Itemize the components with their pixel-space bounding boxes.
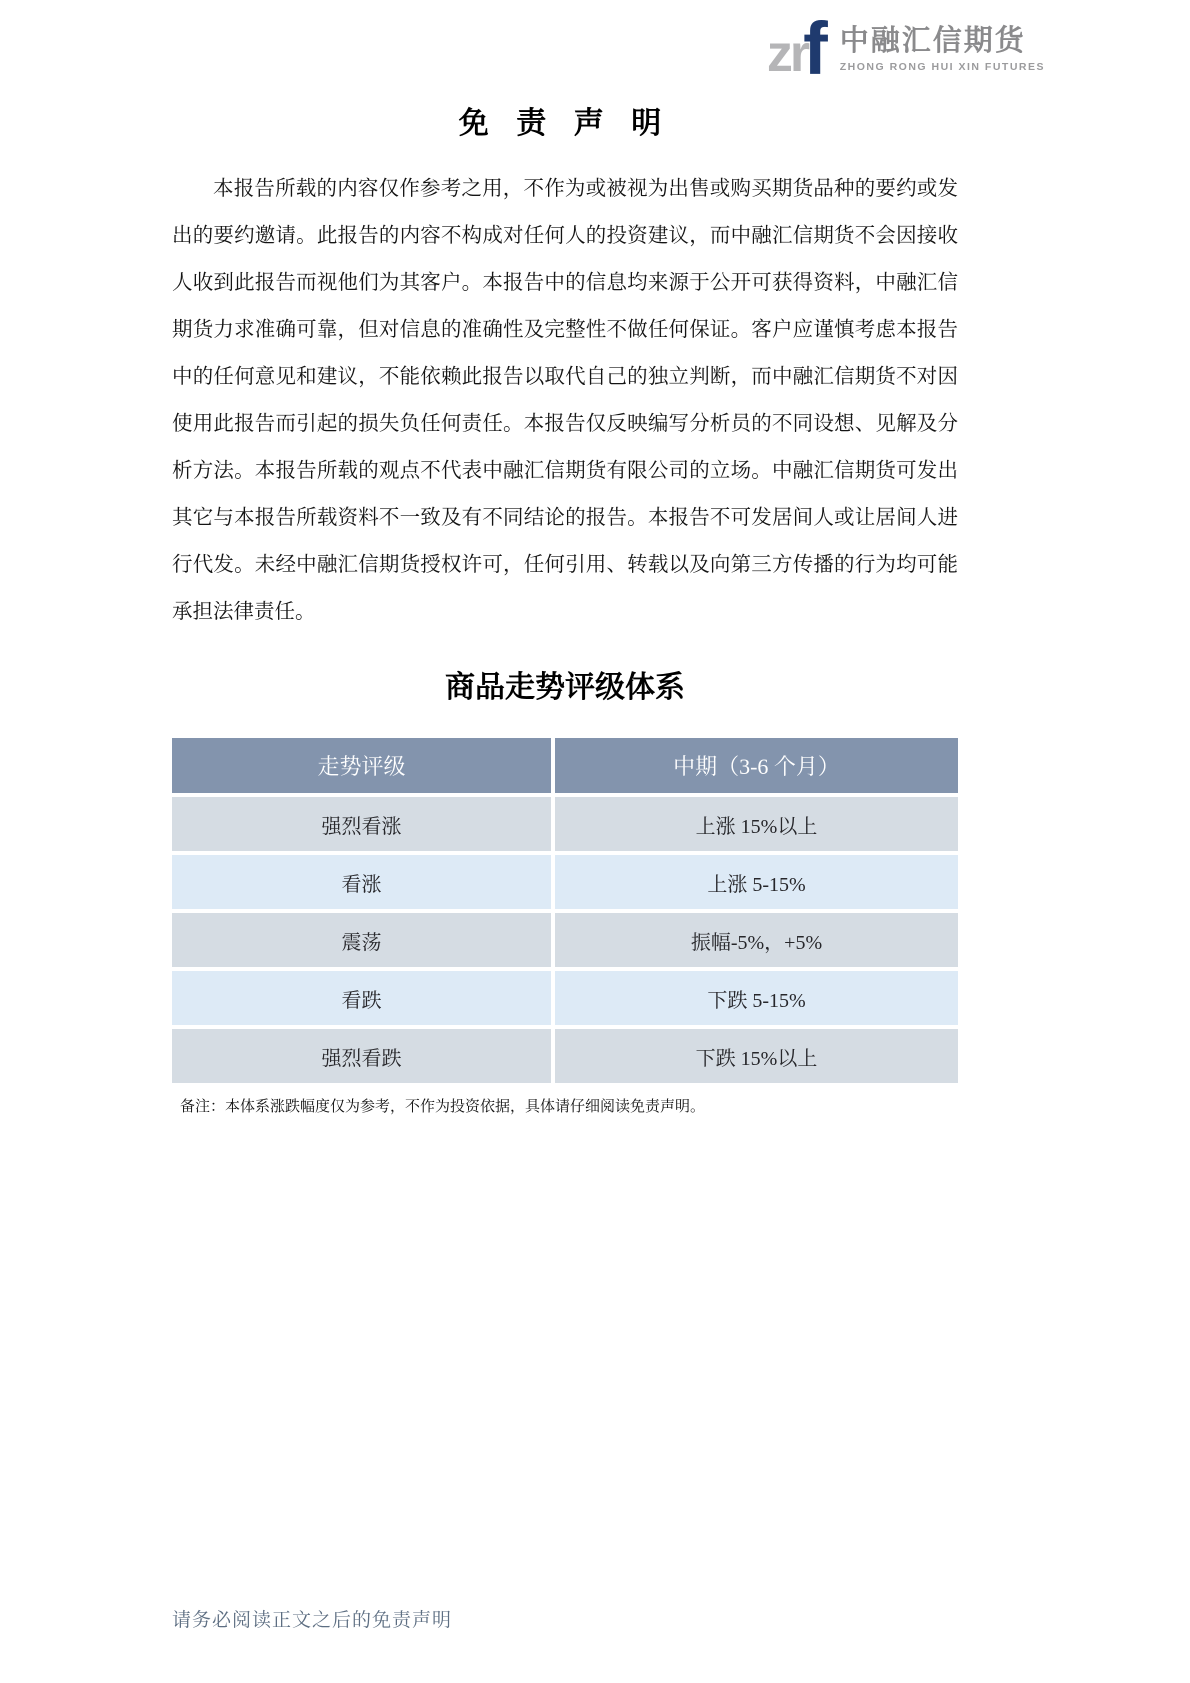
table-row bbox=[172, 913, 958, 967]
content-column bbox=[172, 0, 958, 1116]
page-title: 免 责 声 明 bbox=[458, 107, 672, 140]
logo-company-name-cn: 中融汇信期货 bbox=[839, 25, 1026, 58]
rating-cell: 强烈看跌 bbox=[172, 1029, 555, 1083]
table-row bbox=[172, 797, 958, 851]
rating-table bbox=[172, 734, 958, 1087]
rating-cell: 强烈看涨 bbox=[172, 797, 555, 851]
range-cell: 振幅-5%，+5% bbox=[555, 913, 958, 967]
rating-section-title: 商品走势评级体系 bbox=[445, 671, 685, 704]
table-row bbox=[172, 1029, 958, 1083]
table-note: 备注：本体系涨跌幅度仅为参考，不作为投资依据，具体请仔细阅读免责声明。 bbox=[180, 1099, 706, 1115]
footer-disclaimer-reminder: 请务必阅读正文之后的免责声明 bbox=[172, 1610, 453, 1631]
page-footer bbox=[172, 1605, 452, 1632]
rating-cell: 看涨 bbox=[172, 855, 555, 909]
logo-f-letter: f bbox=[803, 7, 828, 90]
table-header-midterm: 中期（3-6 个月） bbox=[555, 738, 958, 793]
table-header-row bbox=[172, 738, 958, 793]
range-cell: 下跌 15%以上 bbox=[555, 1029, 958, 1083]
range-cell: 下跌 5-15% bbox=[555, 971, 958, 1025]
logo-zr-letters: zr bbox=[766, 24, 808, 83]
rating-cell: 震荡 bbox=[172, 913, 555, 967]
table-header-rating: 走势评级 bbox=[172, 738, 555, 793]
table-row bbox=[172, 855, 958, 909]
range-cell: 上涨 5-15% bbox=[555, 855, 958, 909]
rating-cell: 看跌 bbox=[172, 971, 555, 1025]
table-row bbox=[172, 971, 958, 1025]
logo-company-name-en: ZHONG RONG HUI XIN FUTURES bbox=[839, 61, 1045, 74]
range-cell: 上涨 15%以上 bbox=[555, 797, 958, 851]
disclaimer-paragraph: 本报告所载的内容仅作参考之用，不作为或被视为出售或购买期货品种的要约或发出的要约邀请。此报告的内容不构成对任何人的投资建议，而中融汇信期货不会因接收人收到此报告而视他们为其客户。本报告中的信息均来源于公开可获得资料，中融汇信期货力求准确可靠，但对信息的准确性及完整性不做任何保证。客户应谨慎考虑本报告中的任何意见和建议，不能依赖此报告以取代自己的独立判断，而中融汇信期货不对因使用此报告而引起的损失负任何责任。本报告仅反映编写分析员的不同设想、见解及分析方法。本报告所载的观点不代表中融汇信期货有限公司的立场。中融汇信期货可发出其它与本报告所载资料不一致及有不同结论的报告。本报告不可发居间人或让居间人进行代发。未经中融汇信期货授权许可，任何引用、转载以及向第三方传播的行为均可能承担法律责任。 bbox=[172, 178, 958, 623]
